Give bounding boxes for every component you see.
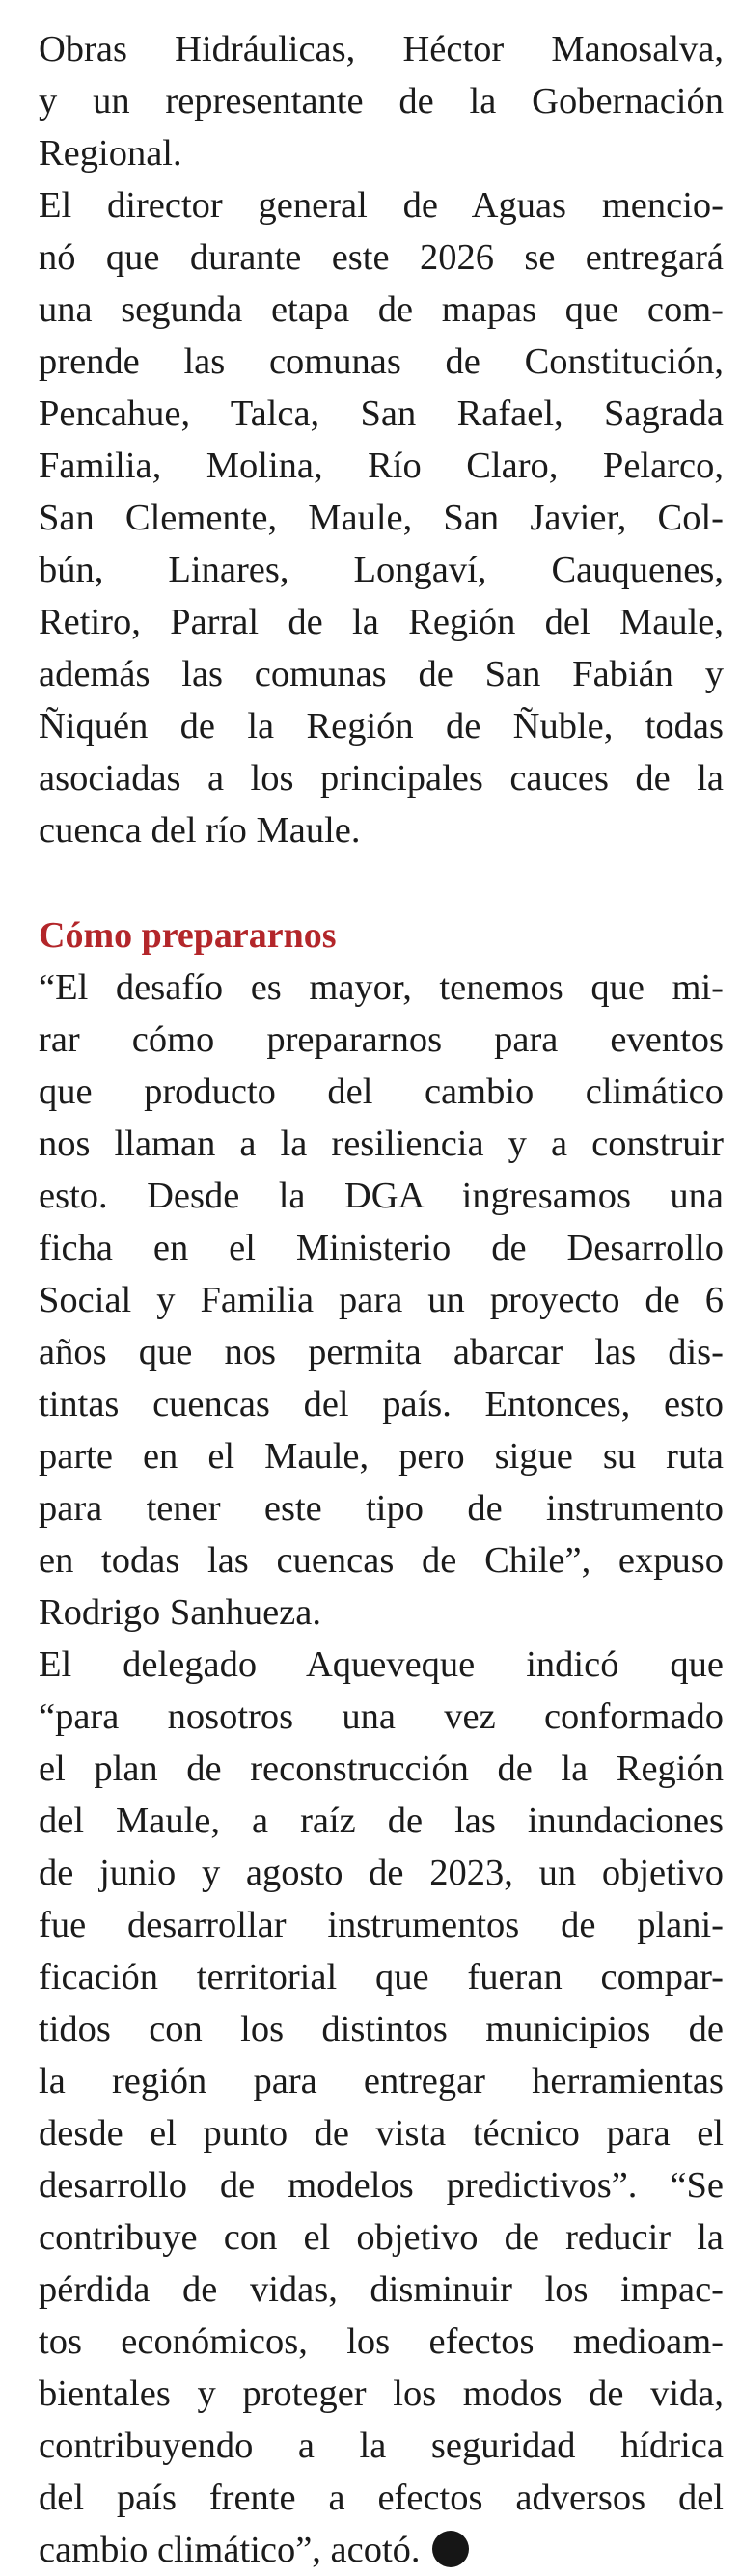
text-line: cuenca del río Maule. — [39, 810, 361, 851]
section-gap — [39, 856, 724, 908]
text-line: esto. Desde la DGA ingresamos una — [39, 1176, 724, 1216]
text-line: Retiro, Parral de la Región del Maule, — [39, 602, 724, 642]
text-line: Ñiquén de la Región de Ñuble, todas — [39, 706, 724, 746]
text-line: rar cómo prepararnos para eventos — [39, 1019, 724, 1060]
paragraph-2 — [39, 179, 724, 856]
text-line: ficha en el Ministerio de Desarrollo — [39, 1228, 724, 1268]
text-line: bún, Linares, Longaví, Cauquenes, — [39, 550, 724, 590]
paragraph-1 — [39, 23, 724, 179]
text-line: en todas las cuencas de Chile”, expuso — [39, 1540, 724, 1581]
end-of-article-dot-icon — [432, 2531, 469, 2567]
text-line: prende las comunas de Constitución, — [39, 341, 724, 382]
text-line: fue desarrollar instrumentos de plani- — [39, 1905, 724, 1945]
text-line: que producto del cambio climático — [39, 1071, 724, 1112]
text-line: Regional. — [39, 133, 182, 174]
text-line: y un representante de la Gobernación — [39, 81, 724, 122]
text-line: Rodrigo Sanhueza. — [39, 1592, 321, 1633]
text-line: desarrollo de modelos predictivos”. “Se — [39, 2165, 724, 2206]
text-line: desde el punto de vista técnico para el — [39, 2113, 724, 2154]
text-line: nos llaman a la resiliencia y a construir — [39, 1124, 724, 1164]
text-line: la región para entregar herramientas — [39, 2061, 724, 2101]
text-line: pérdida de vidas, disminuir los impac- — [39, 2269, 724, 2310]
text-line: Pencahue, Talca, San Rafael, Sagrada — [39, 393, 724, 434]
text-line: una segunda etapa de mapas que com- — [39, 289, 724, 330]
paragraph-3 — [39, 962, 724, 1639]
text-line: “para nosotros una vez conformado — [39, 1696, 724, 1737]
text-line: bientales y proteger los modos de vida, — [39, 2373, 724, 2414]
text-line: ficación territorial que fueran compar- — [39, 1957, 724, 1997]
text-line: nó que durante este 2026 se entregará — [39, 237, 724, 278]
text-line: tintas cuencas del país. Entonces, esto — [39, 1384, 724, 1424]
text-line: San Clemente, Maule, San Javier, Col- — [39, 498, 724, 538]
text-line: Obras Hidráulicas, Héctor Manosalva, — [39, 29, 724, 69]
text-line: contribuyendo a la seguridad hídrica — [39, 2426, 724, 2466]
paragraph-4 — [39, 1639, 724, 2576]
text-line: Social y Familia para un proyecto de 6 — [39, 1280, 724, 1320]
text-line: de junio y agosto de 2023, un objetivo — [39, 1853, 724, 1893]
text-line: contribuye con el objetivo de reducir la — [39, 2217, 724, 2258]
text-line: años que nos permita abarcar las dis- — [39, 1332, 724, 1372]
text-line: parte en el Maule, pero sigue su ruta — [39, 1436, 724, 1477]
text-line: El director general de Aguas mencio- — [39, 185, 724, 226]
section-heading: Cómo prepararnos — [39, 915, 337, 956]
text-line: Familia, Molina, Río Claro, Pelarco, — [39, 446, 724, 486]
text-line: del Maule, a raíz de las inundaciones — [39, 1801, 724, 1841]
last-line — [39, 2524, 724, 2576]
text-line: del país frente a efectos adversos del — [39, 2478, 724, 2518]
text-line: para tener este tipo de instrumento — [39, 1488, 724, 1529]
text-line: El delegado Aqueveque indicó que — [39, 1644, 724, 1685]
text-line: tos económicos, los efectos medioam- — [39, 2321, 724, 2362]
text-line: el plan de reconstrucción de la Región — [39, 1749, 724, 1789]
text-line: además las comunas de San Fabián y — [39, 654, 724, 694]
text-line: tidos con los distintos municipios de — [39, 2009, 724, 2049]
last-line-text: cambio climático”, acotó. — [39, 2530, 421, 2570]
text-line: “El desafío es mayor, tenemos que mi- — [39, 967, 724, 1008]
text-line: asociadas a los principales cauces de la — [39, 758, 724, 799]
